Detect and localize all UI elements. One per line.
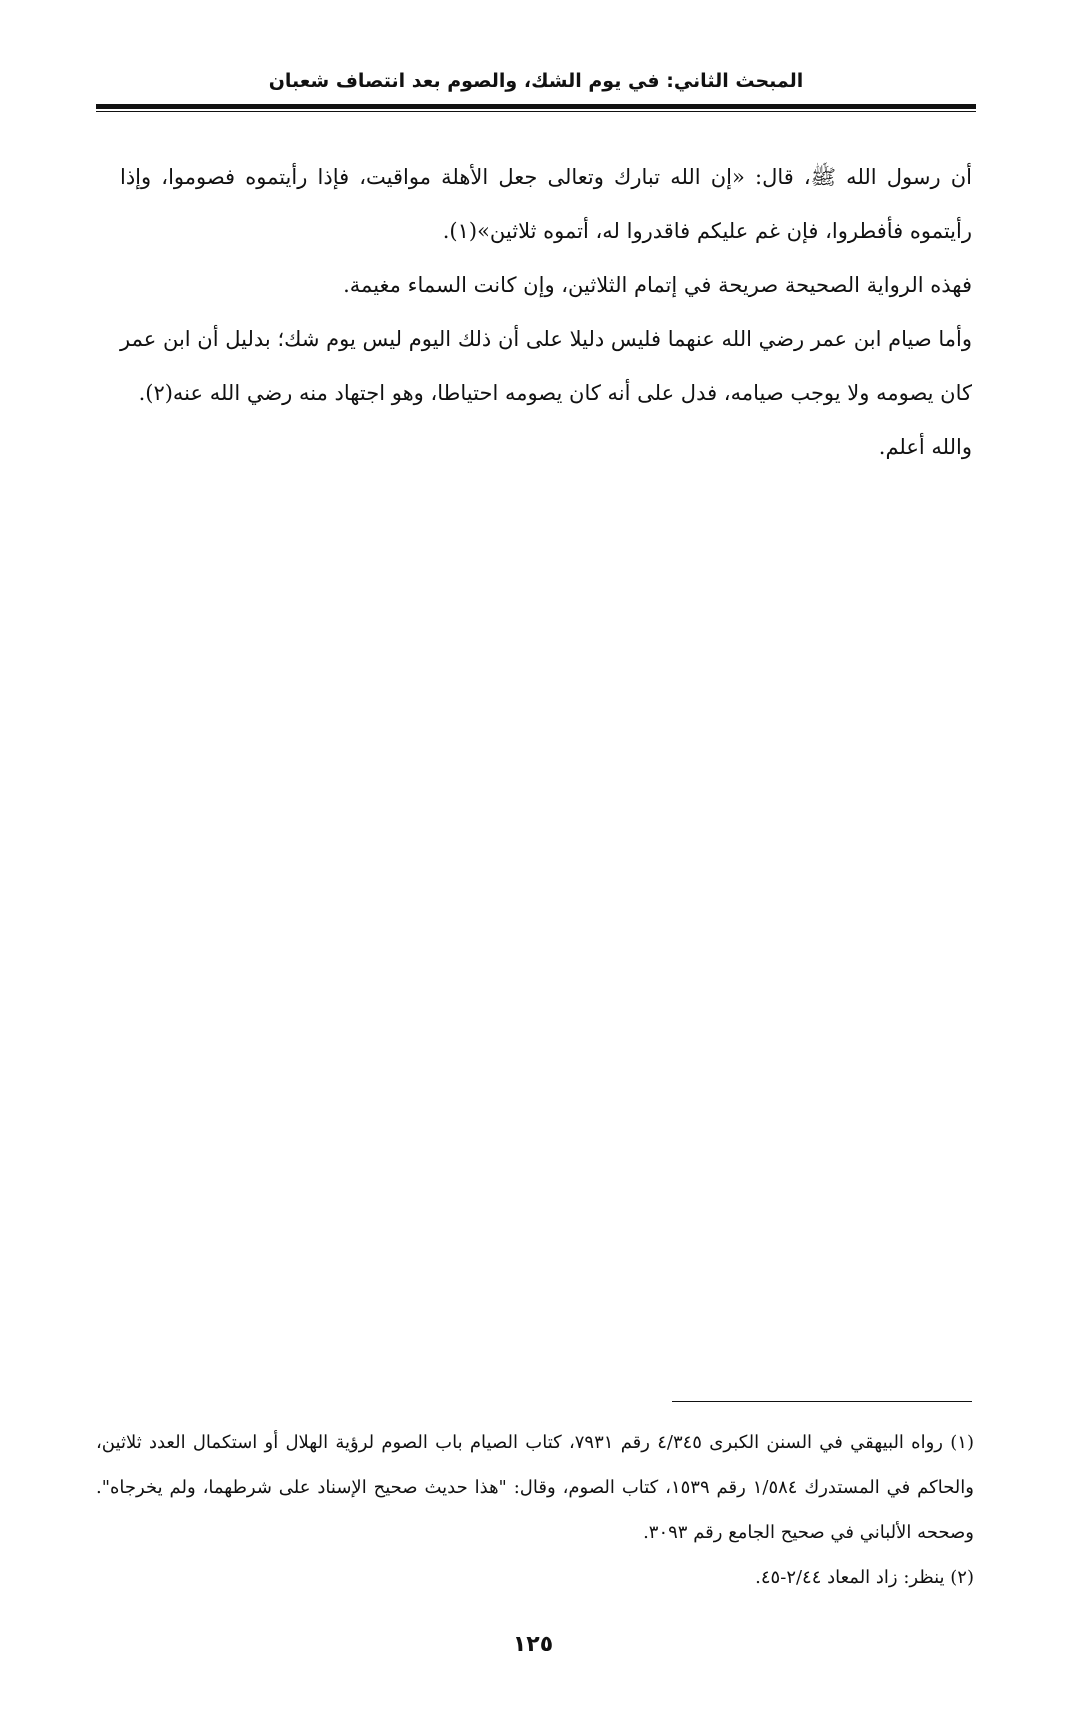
footnote-1: (١) رواه البيهقي في السنن الكبرى ٤/٣٤٥ رقم ٧٩٣١، كتاب الصيام باب الصوم لرؤية الهلال أو استكمال العدد ثلاثين، والحاكم في المستدرك ١/٥٨٤ رقم ١٥٣٩، كتاب الصوم، وقال: "هذا حديث صحيح الإسناد على شرطهما، ولم يخرجاه". وصححه الألباني في صحيح الجامع رقم ٣٠٩٣. xyxy=(96,1432,974,1543)
footnote-separator xyxy=(672,1401,972,1402)
header-rule xyxy=(96,104,976,109)
footnote-2: (٢) ينظر: زاد المعاد ٢/٤٤-٤٥. xyxy=(755,1567,974,1588)
paragraph-hadith: أن رسول الله ﷺ، قال: «إن الله تبارك وتعالى جعل الأهلة مواقيت، فإذا رأيتموه فصوموا، وإذا رأيتموه فأفطروا، فإن غم عليكم فاقدروا له، أتموه ثلاثين»(١). xyxy=(120,165,972,243)
footnotes xyxy=(96,1420,974,1600)
body-text xyxy=(120,150,972,474)
paragraph-conclusion: فهذه الرواية الصحيحة صريحة في إتمام الثلاثين، وإن كانت السماء مغيمة. xyxy=(343,273,972,297)
paragraph-ibn-umar: وأما صيام ابن عمر رضي الله عنهما فليس دليلا على أن ذلك اليوم ليس يوم شك؛ بدليل أن ابن عمر كان يصومه ولا يوجب صيامه، فدل على أنه كان يصومه احتياطا، وهو اجتهاد منه رضي الله عنه(٢). xyxy=(120,327,972,405)
paragraph-closing: والله أعلم. xyxy=(878,435,972,459)
page-number: ١٢٥ xyxy=(512,1632,554,1657)
running-header: المبحث الثاني: في يوم الشك، والصوم بعد انتصاف شعبان xyxy=(268,70,804,92)
header-rule-thin xyxy=(96,111,976,112)
